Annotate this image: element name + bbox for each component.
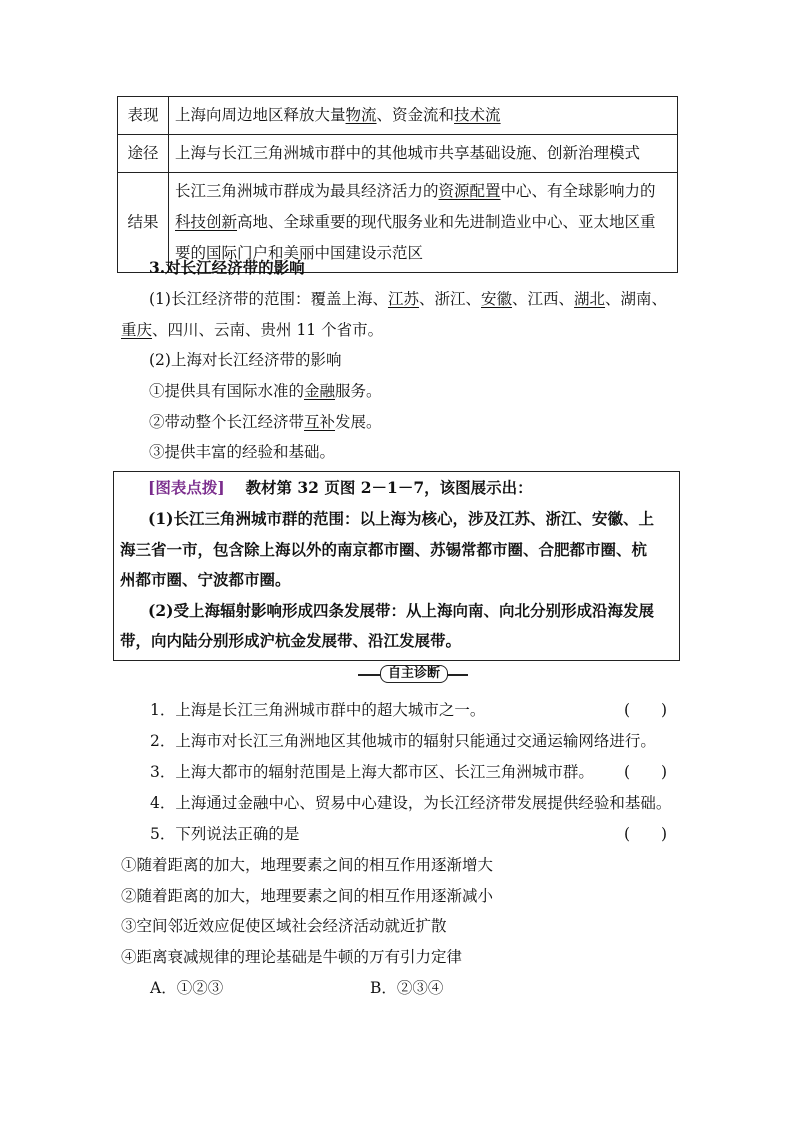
text-segment: 长江三角洲城市群成为最具经济活力的 [175,182,439,200]
tip-line: 海三省一市，包含除上海以外的南京都市圈、苏锡常都市圈、合肥都市圈、杭 [120,540,648,559]
option-item: ④距离衰减规律的理论基础是牛顿的万有引力定律 [121,948,463,966]
option-item: ②随着距离的加大，地理要素之间的相互作用逐渐减小 [121,887,494,905]
text-segment: 、资金流和 [376,106,455,124]
underlined-term: 湖北 [574,290,606,308]
choice-a: A．①②③ [150,979,224,997]
text-segment: 中心、有全球影响力的 [500,182,656,200]
tip-line: (2)受上海辐射影响形成四条发展带：从上海向南、向北分别形成沿海发展 [148,601,654,620]
list-item [149,412,382,432]
text-segment: (1)长江经济带的范围：覆盖上海、 [149,290,388,308]
answer-blank: ( ) [624,763,668,781]
question-3: 3．上海大都市的辐射范围是上海大都市区、长江三角洲城市群。 [150,763,594,781]
section-title-label: 自主诊断 [380,665,448,683]
paragraph-line: (2)上海对长江经济带的影响 [149,351,342,369]
text-segment: 、四川、云南、贵州 11 个省市。 [152,321,384,339]
summary-table [117,96,678,273]
section-heading: 3.对长江经济带的影响 [149,258,305,277]
row-key: 表现 [118,97,169,135]
tip-line: 带，向内陆分别形成沪杭金发展带、沿江发展带。 [120,631,462,650]
text-segment: 高地、全球重要的现代服务业和先进制造业中心、亚太地区重 [237,213,656,231]
answer-blank: ( ) [624,825,668,843]
chart-tip-box [113,471,680,661]
row-key: 途径 [118,135,169,173]
paragraph-line [121,320,383,340]
text-segment: 要的国际门户和美丽中国建设示范区 [175,244,424,262]
option-item: ①随着距离的加大，地理要素之间的相互作用逐渐增大 [121,856,494,874]
question-2: 2．上海市对长江三角洲地区其他城市的辐射只能通过交通运输网络进行。 [150,732,656,750]
list-item: ③提供丰富的经验和基础。 [149,443,336,461]
underlined-term: 科技创新 [175,213,238,231]
row-value [169,135,678,173]
section-title [358,665,468,683]
tip-line: 州都市圈、宁波都市圈。 [120,570,291,589]
question-5: 5．下列说法正确的是 [150,825,300,843]
divider [446,674,468,676]
table-row [118,135,678,173]
underlined-term: 重庆 [121,321,153,339]
underlined-term: 资源配置 [438,182,501,200]
question-1: 1．上海是长江三角洲城市群中的超大城市之一。 [150,701,486,719]
choice-b: B．②③④ [370,979,444,997]
text-segment: 、江西、 [512,290,575,308]
cell-line [175,207,671,238]
underlined-term: 安徽 [481,290,513,308]
tip-intro: 教材第 32 页图 2－1－7，该图展示出： [245,478,533,497]
divider [358,674,380,676]
underlined-term: 金融 [304,382,336,400]
table-row [118,97,678,135]
cell-line [175,176,671,207]
row-value [169,97,678,135]
text-segment: ②带动整个长江经济带 [149,413,305,431]
paragraph-line [149,289,667,309]
text-segment: 上海与长江三角洲城市群中的其他城市共享基础设施、创新治理模式 [175,144,641,162]
text-segment: 服务。 [335,382,382,400]
tip-line: (1)长江三角洲城市群的范围：以上海为核心，涉及江苏、浙江、安徽、上 [148,509,654,528]
underlined-term: 江苏 [387,290,419,308]
underlined-term: 技术流 [454,106,501,124]
text-segment: 上海向周边地区释放大量 [175,106,346,124]
row-key: 结果 [118,173,169,273]
underlined-term: 互补 [304,413,336,431]
text-segment: 、浙江、 [418,290,481,308]
tip-intro-line [148,478,533,498]
text-segment: 发展。 [335,413,382,431]
underlined-term: 物流 [345,106,377,124]
question-4: 4．上海通过金融中心、贸易中心建设，为长江经济带发展提供经验和基础。 [150,794,672,812]
list-item [149,381,382,401]
text-segment: ①提供具有国际水准的 [149,382,305,400]
option-item: ③空间邻近效应促使区域社会经济活动就近扩散 [121,917,447,935]
text-segment: 、湖南、 [605,290,668,308]
tip-tag: [图表点拨] [148,478,225,497]
answer-blank: ( ) [624,701,668,719]
